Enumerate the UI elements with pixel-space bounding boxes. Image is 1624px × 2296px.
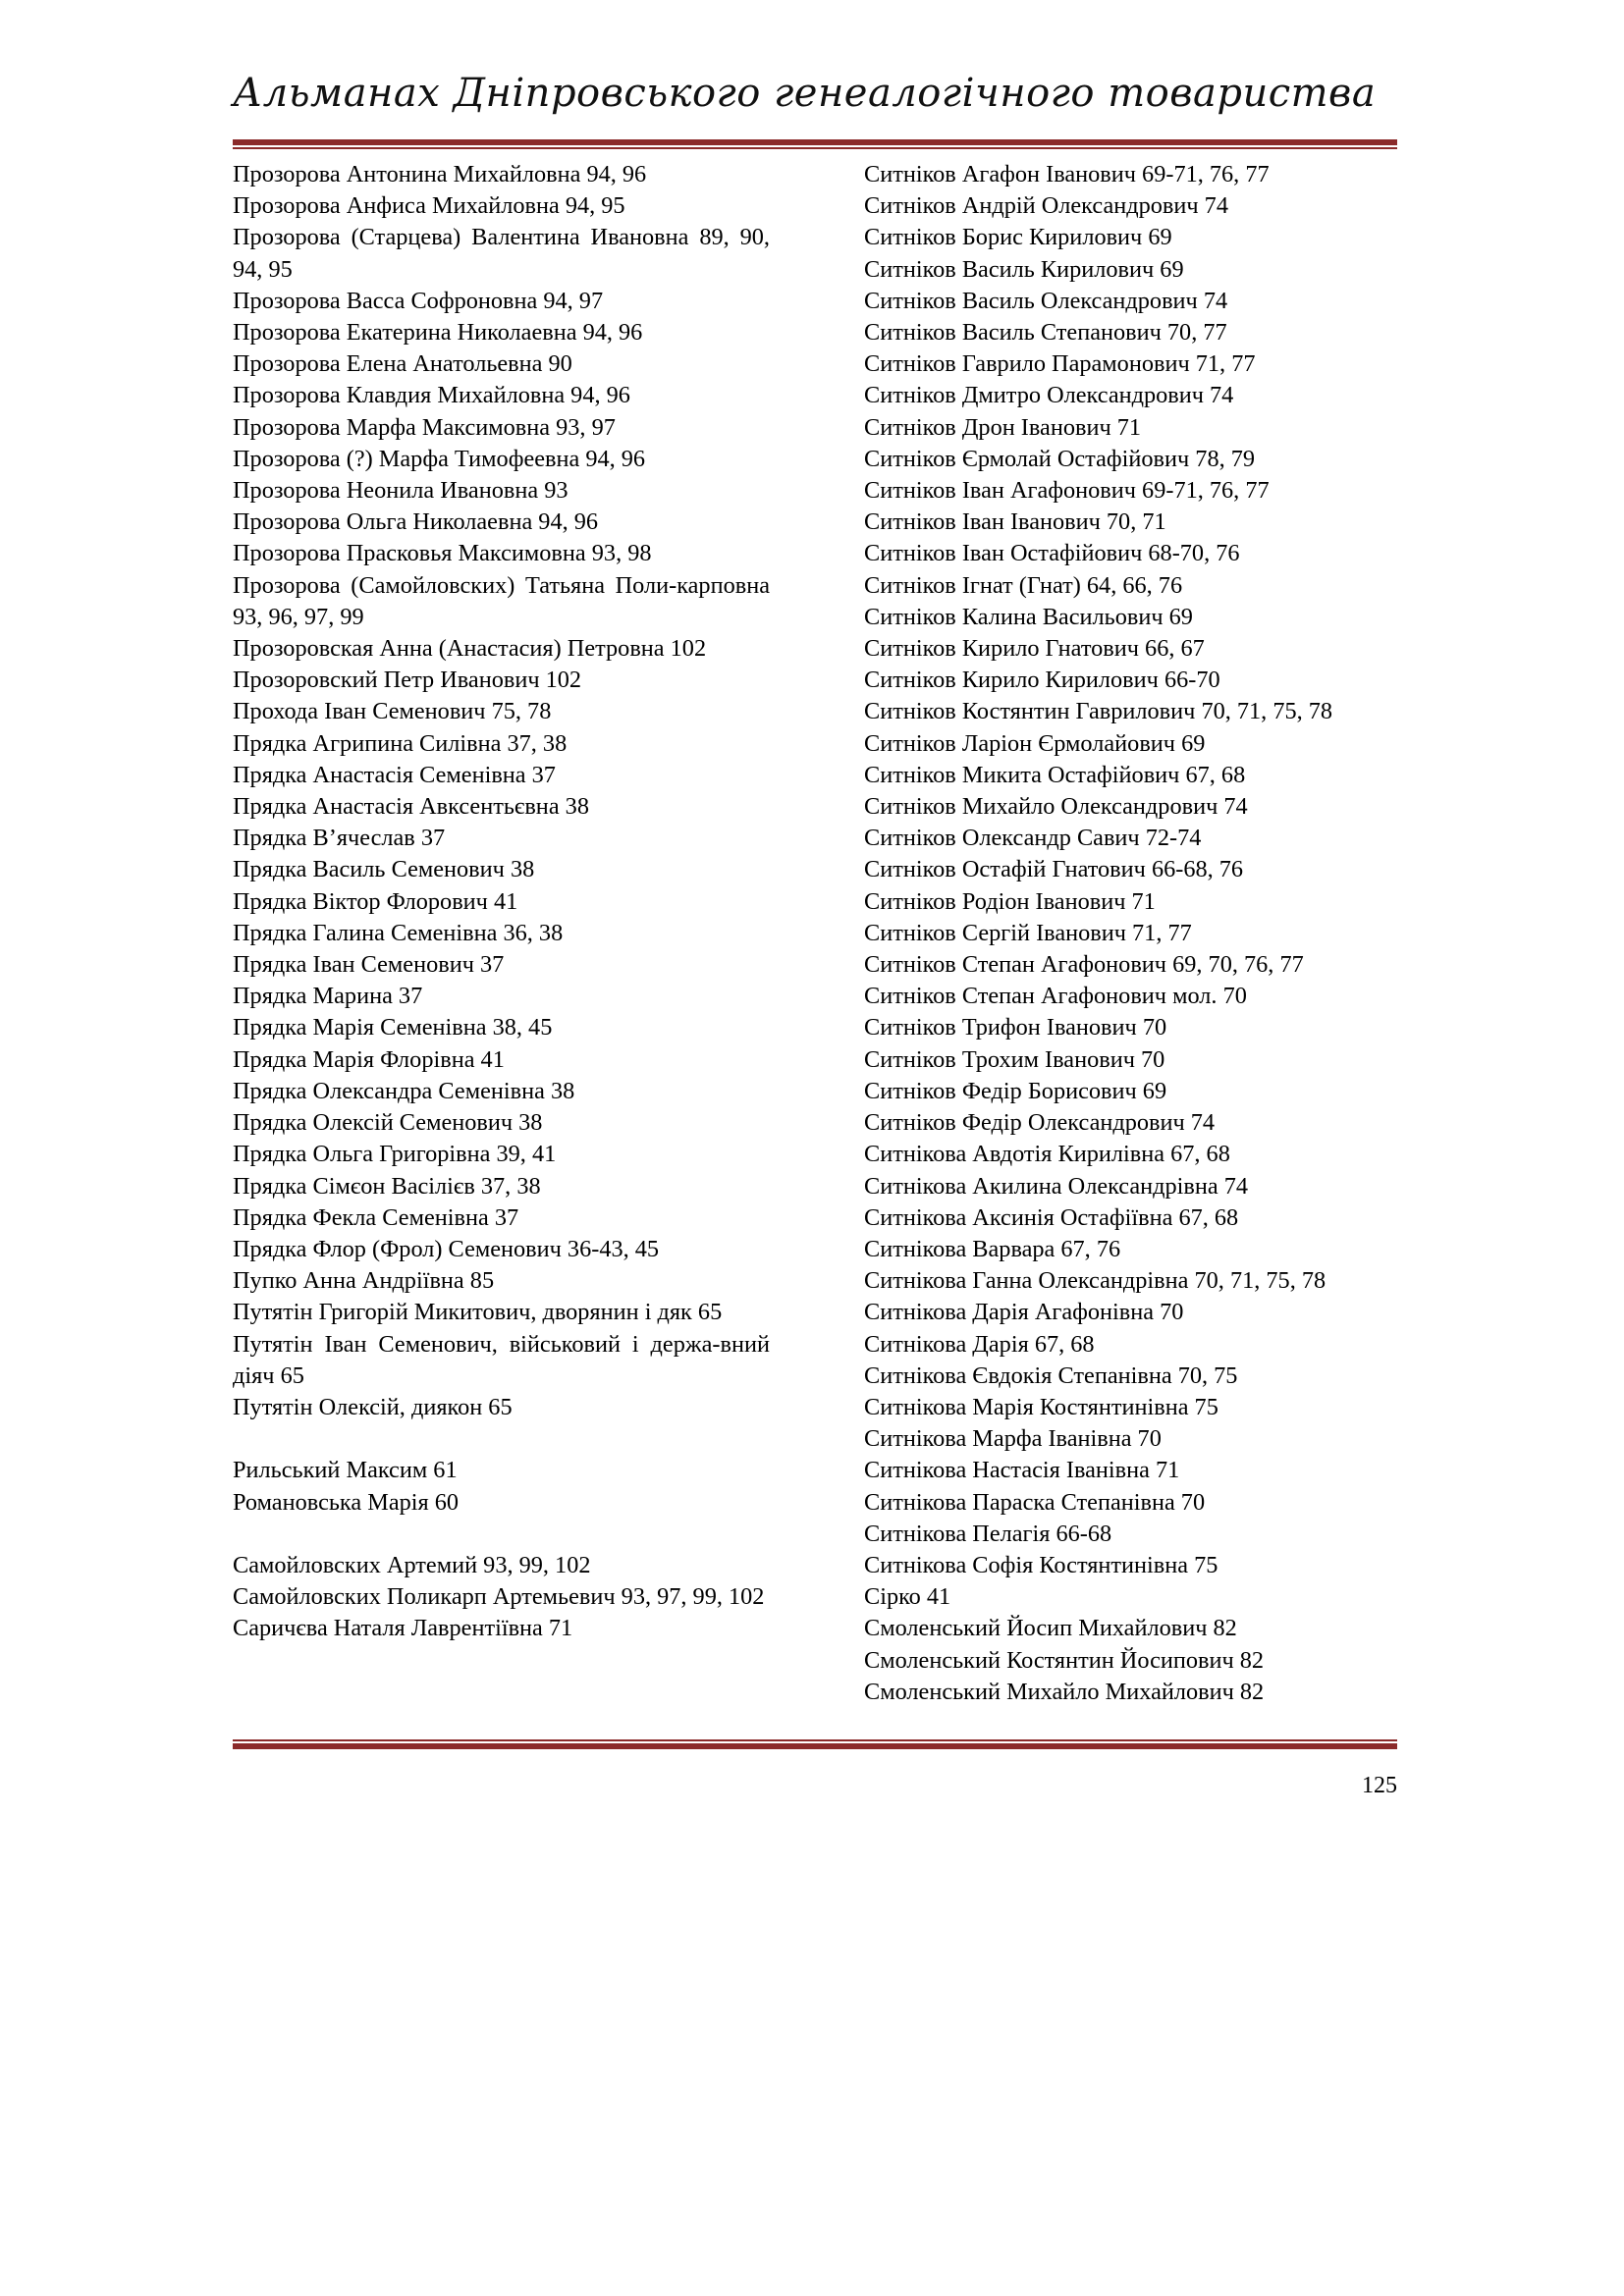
index-entry: Ситніков Родіон Іванович 71 (864, 887, 1156, 915)
index-entry: Прядка Фекла Семенівна 37 (233, 1203, 519, 1231)
index-entry: Ситніков Іван Агафонович 69-71, 76, 77 (864, 477, 1270, 505)
index-entry: Прозорова Анфиса Михайловна 94, 95 (233, 192, 625, 220)
index-entry: Ситніков Степан Агафонович мол. 70 (864, 983, 1247, 1010)
index-entry: Ситніков Іван Іванович 70, 71 (864, 508, 1166, 536)
index-entry: Ситніков Федір Борисович 69 (864, 1077, 1167, 1104)
index-entry: Ситніков Василь Кирилович 69 (864, 255, 1184, 283)
index-entry: Ситнікова Марія Костянтинівна 75 (864, 1393, 1218, 1420)
index-entry: Ситніков Агафон Іванович 69-71, 76, 77 (864, 161, 1270, 187)
index-entry: Прядка Марія Семенівна 38, 45 (233, 1014, 553, 1041)
footer-rule (233, 1739, 1397, 1749)
index-entry: Ситніков Кирило Гнатович 66, 67 (864, 635, 1205, 663)
index-entry: Прозорова Неонила Ивановна 93 (233, 477, 568, 505)
index-column-right (864, 159, 1414, 1708)
index-entry: Прозорова (Старцева) Валентина Ивановна 89, 90, 94, 95 (233, 224, 770, 283)
index-entry: Ситніков Василь Степанович 70, 77 (864, 319, 1227, 347)
index-entry: Прозоровский Петр Иванович 102 (233, 667, 582, 694)
index-entry: Пупко Анна Андріївна 85 (233, 1267, 495, 1295)
footer-rule-thick-line (233, 1743, 1397, 1749)
index-entry: Ситніков Андрій Олександрович 74 (864, 192, 1228, 220)
index-entry: Смоленський Михайло Михайлович 82 (864, 1678, 1265, 1705)
index-entry: Ситніков Гаврило Парамонович 71, 77 (864, 350, 1256, 378)
index-entry: Ситнікова Аксинія Остафіївна 67, 68 (864, 1203, 1239, 1231)
index-entry: Ситніков Трифон Іванович 70 (864, 1014, 1167, 1041)
index-entry: Путятін Григорій Микитович, дворянин і дяк 65 (233, 1299, 723, 1326)
index-entry: Прозорова Марфа Максимовна 93, 97 (233, 413, 616, 441)
index-entry: Ситнікова Дарія 67, 68 (864, 1330, 1095, 1358)
index-entry: Прохода Іван Семенович 75, 78 (233, 698, 552, 725)
index-entry: Прядка Марина 37 (233, 983, 423, 1010)
index-entry: Прядка Галина Семенівна 36, 38 (233, 919, 564, 946)
index-entry: Прозоровская Анна (Анастасия) Петровна 102 (233, 635, 707, 663)
index-entry: Ситнікова Акилина Олександрівна 74 (864, 1172, 1249, 1200)
index-entry: Ситніков Дмитро Олександрович 74 (864, 382, 1234, 409)
index-entry: Саричєва Наталя Лаврентіївна 71 (233, 1615, 573, 1642)
index-entry: Прядка Анастасія Авксентьєвна 38 (233, 793, 589, 821)
index-entry: Ситніков Дрон Іванович 71 (864, 413, 1142, 441)
index-entry: Рильський Максим 61 (233, 1457, 458, 1484)
page-number: 125 (1362, 1773, 1397, 1798)
index-entry: Прозорова Антонина Михайловна 94, 96 (233, 161, 647, 187)
index-entry: Прозорова Прасковья Максимовна 93, 98 (233, 540, 652, 567)
index-entry: Ситнікова Євдокія Степанівна 70, 75 (864, 1362, 1238, 1389)
index-entry: Ситніков Василь Олександрович 74 (864, 287, 1228, 314)
index-entry: Ситніков Микита Остафійович 67, 68 (864, 761, 1246, 788)
index-entry: Прядка Анастасія Семенівна 37 (233, 761, 556, 788)
index-entry: Ситнікова Дарія Агафонівна 70 (864, 1299, 1184, 1326)
index-entry: Прядка Олексій Семенович 38 (233, 1109, 543, 1137)
index-entry: Ситнікова Марфа Іванівна 70 (864, 1425, 1162, 1453)
index-entry: Ситніков Калина Васильович 69 (864, 603, 1193, 630)
index-entry: Сірко 41 (864, 1583, 951, 1611)
index-column-left (233, 159, 770, 1645)
index-entry: Прядка Іван Семенович 37 (233, 951, 505, 979)
index-entry: Ситніков Кирило Кирилович 66-70 (864, 667, 1220, 694)
index-entry: Ситніков Єрмолай Остафійович 78, 79 (864, 445, 1256, 472)
index-entry: Ситнікова Настасія Іванівна 71 (864, 1457, 1180, 1484)
index-entry: Ситнікова Софія Костянтинівна 75 (864, 1551, 1218, 1578)
index-entry: Путятін Олексій, диякон 65 (233, 1393, 513, 1420)
index-entry: Прядка Василь Семенович 38 (233, 856, 535, 883)
index-entry: Ситніков Олександр Савич 72-74 (864, 825, 1202, 852)
index-entry: Прядка Флор (Фрол) Семенович 36-43, 45 (233, 1235, 660, 1262)
index-entry: Самойловских Артемий 93, 99, 102 (233, 1551, 591, 1578)
index-entry: Ситніков Федір Олександрович 74 (864, 1109, 1216, 1137)
header-rule-thin-line (233, 147, 1397, 149)
index-entry: Ситнікова Варвара 67, 76 (864, 1235, 1121, 1262)
index-entry: Ситнікова Авдотія Кирилівна 67, 68 (864, 1141, 1230, 1168)
index-entry: Смоленський Йосип Михайлович 82 (864, 1615, 1237, 1642)
index-entry: Прозорова Елена Анатольевна 90 (233, 350, 572, 378)
header-rule (233, 139, 1397, 149)
index-entry: Ситніков Іван Остафійович 68-70, 76 (864, 540, 1240, 567)
index-entry: Ситніков Сергій Іванович 71, 77 (864, 919, 1192, 946)
index-entry: Прядка Віктор Флорович 41 (233, 887, 518, 915)
index-entry: Прядка Агрипина Силівна 37, 38 (233, 729, 568, 757)
index-entry: Самойловских Поликарп Артемьевич 93, 97, 99, 102 (233, 1583, 765, 1611)
index-entry: Ситнікова Ганна Олександрівна 70, 71, 75, 78 (864, 1267, 1326, 1295)
index-entry: Ситніков Степан Агафонович 69, 70, 76, 77 (864, 951, 1304, 979)
index-entry: Прядка Олександра Семенівна 38 (233, 1077, 575, 1104)
index-entry: Ситніков Михайло Олександрович 74 (864, 793, 1248, 821)
index-entry: Прядка Ольга Григорівна 39, 41 (233, 1141, 557, 1168)
index-entry: Прядка В’ячеслав 37 (233, 825, 446, 852)
index-entry: Ситнікова Параска Степанівна 70 (864, 1488, 1206, 1516)
index-entry: Смоленський Костянтин Йосипович 82 (864, 1646, 1265, 1674)
index-entry: Путятін Іван Семенович, військовий і держа-вний діяч 65 (233, 1330, 770, 1389)
index-entry: Ситнікова Пелагія 66-68 (864, 1520, 1112, 1547)
index-entry: Ситніков Костянтин Гаврилович 70, 71, 75, 78 (864, 698, 1333, 725)
running-header-title: Альманах Дніпровського генеалогічного товариства (233, 71, 1377, 116)
index-entry: Прозорова Васса Софроновна 94, 97 (233, 287, 604, 314)
index-entry: Прозорова Екатерина Николаевна 94, 96 (233, 319, 643, 347)
index-entry: Прядка Марія Флорівна 41 (233, 1045, 505, 1073)
index-entry: Романовська Марія 60 (233, 1488, 460, 1516)
index-entry: Прядка Сімєон Васілієв 37, 38 (233, 1172, 541, 1200)
index-entry: Прозорова Ольга Николаевна 94, 96 (233, 508, 599, 536)
index-entry: Ситніков Остафій Гнатович 66-68, 76 (864, 856, 1244, 883)
index-entry: Ситніков Ігнат (Гнат) 64, 66, 76 (864, 571, 1183, 599)
index-entry: Ситніков Борис Кирилович 69 (864, 224, 1172, 251)
index-entry: Ситніков Ларіон Єрмолайович 69 (864, 729, 1206, 757)
index-entry: Прозорова (Самойловских) Татьяна Поли-карповна 93, 96, 97, 99 (233, 571, 770, 630)
index-entry: Прозорова Клавдия Михайловна 94, 96 (233, 382, 630, 409)
index-entry: Прозорова (?) Марфа Тимофеевна 94, 96 (233, 445, 646, 472)
index-entry: Ситніков Трохим Іванович 70 (864, 1045, 1165, 1073)
